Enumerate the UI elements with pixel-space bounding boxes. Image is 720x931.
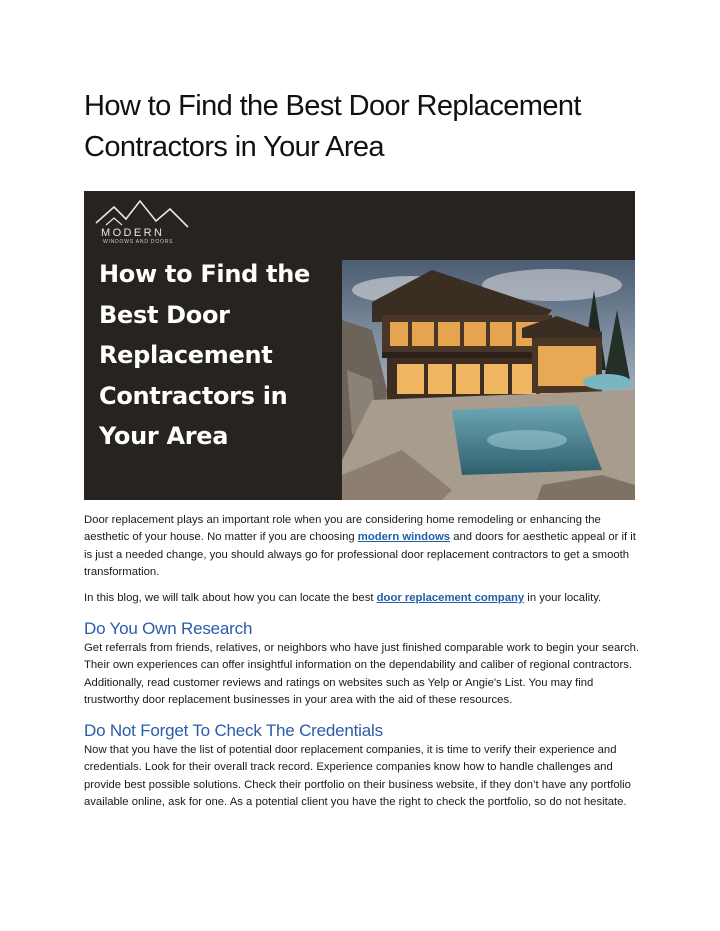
section-heading-credentials: Do Not Forget To Check The Credentials <box>84 721 383 740</box>
intro-paragraph <box>84 512 640 581</box>
door-replacement-company-link[interactable]: door replacement company <box>376 592 525 604</box>
hero-banner <box>84 191 635 500</box>
section-text-research: Get referrals from friends, relatives, or neighbors who have just finished comparable work to begin your search. Their own experiences can offer insightful information on the dependability and caliber of regional contractors. Additionally, read customer reviews and ratings on websites such as Yelp or Angie's List. You may find trustworthy door replacement businesses in your area with the aid of these resources. <box>84 642 640 706</box>
banner-heading: How to Find the Best Door Replacement Contractors in Your Area <box>99 260 310 450</box>
intro-text-b: and doors for aesthetic appeal or if it is just a needed change, you should always go for professional door replacement contractors to get a smooth transformation. <box>84 531 636 578</box>
blog-paragraph <box>84 590 640 607</box>
blog-text-a: In this blog, we will talk about how you can locate the best <box>84 592 377 604</box>
house-photo <box>342 260 635 500</box>
modern-windows-link[interactable]: modern windows <box>357 531 451 544</box>
page-title: How to Find the Best Door Replacement Contractors in Your Area <box>84 90 581 163</box>
section-heading-research: Do You Own Research <box>84 619 253 638</box>
blog-text-b: in your locality. <box>524 592 602 604</box>
logo-wordmark: MODERN <box>101 227 165 239</box>
intro-text-a: Door replacement plays an important role when you are considering home remodeling or enhancing the aesthetic of your house. No matter if you are choosing <box>84 514 601 544</box>
section-text-credentials: Now that you have the list of potential door replacement companies, it is time to verify their experience and credentials. Look for their overall track record. Experience companies know how to handle challenges and provide best possible solutions. Check their portfolio on their business website, if they don’t have any portfolio available online, ask for one. As a potential client you have the right to check the portfolio, so do not hesitate. <box>84 744 631 808</box>
logo-tagline: WINDOWS AND DOORS <box>103 239 174 245</box>
